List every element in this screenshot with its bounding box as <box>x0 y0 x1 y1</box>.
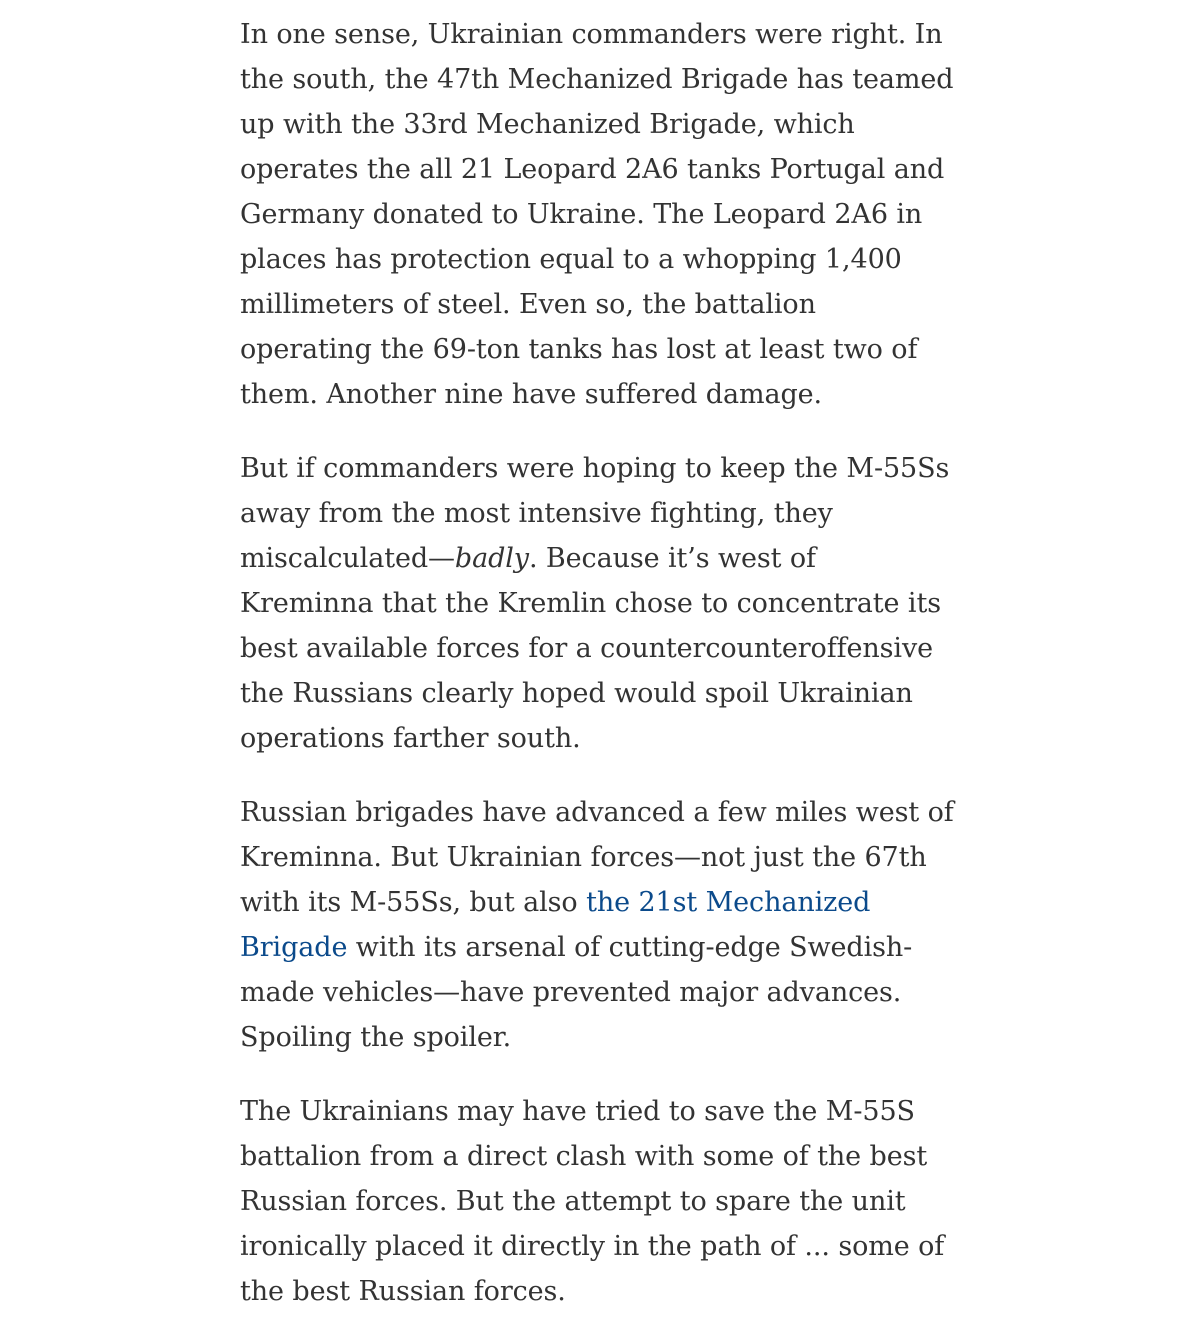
paragraph-3-text-before: Russian brigades have advanced a few miles west of Kreminna. But Ukrainian forces—not just the 67th with its M-55Ss, but also <box>240 797 954 918</box>
paragraph-1 <box>240 12 956 417</box>
paragraph-1-text: In one sense, Ukrainian commanders were right. In the south, the 47th Mechanized Brigade has teamed up with the 33rd Mechanized Brigade, which operates the all 21 Leopard 2A6 tanks Portugal and Germany donated to Ukraine. The Leopard 2A6 in places has protection equal to a whopping 1,400 millimeters of steel. Even so, the battalion operating the 69-ton tanks has lost at least two of them. Another nine have suffered damage. <box>240 19 954 410</box>
emphasis-badly: badly <box>454 543 529 574</box>
paragraph-2 <box>240 446 956 761</box>
paragraph-4-text: The Ukrainians may have tried to save the M-55S battalion from a direct clash with some of the best Russian forces. But the attempt to spare the unit ironically placed it directly in the path of ... some of the best Russian forces. <box>240 1096 945 1307</box>
paragraph-3-text-after: with its arsenal of cutting-edge Swedish-made vehicles—have prevented major advances. Spoiling the spoiler. <box>240 932 913 1053</box>
paragraph-2-text-before: But if commanders were hoping to keep the M-55Ss away from the most intensive fighting, they miscalculated— <box>240 453 950 574</box>
paragraph-4 <box>240 1089 956 1314</box>
paragraph-3 <box>240 790 956 1060</box>
link-21st-mechanized-brigade[interactable]: the 21st Mechanized Brigade <box>240 887 871 963</box>
article-body <box>240 12 956 1343</box>
paragraph-2-text-after: . Because it’s west of Kreminna that the Kremlin chose to concentrate its best available forces for a countercounteroffensive the Russians clearly hoped would spoil Ukrainian operations farther south. <box>240 543 941 754</box>
